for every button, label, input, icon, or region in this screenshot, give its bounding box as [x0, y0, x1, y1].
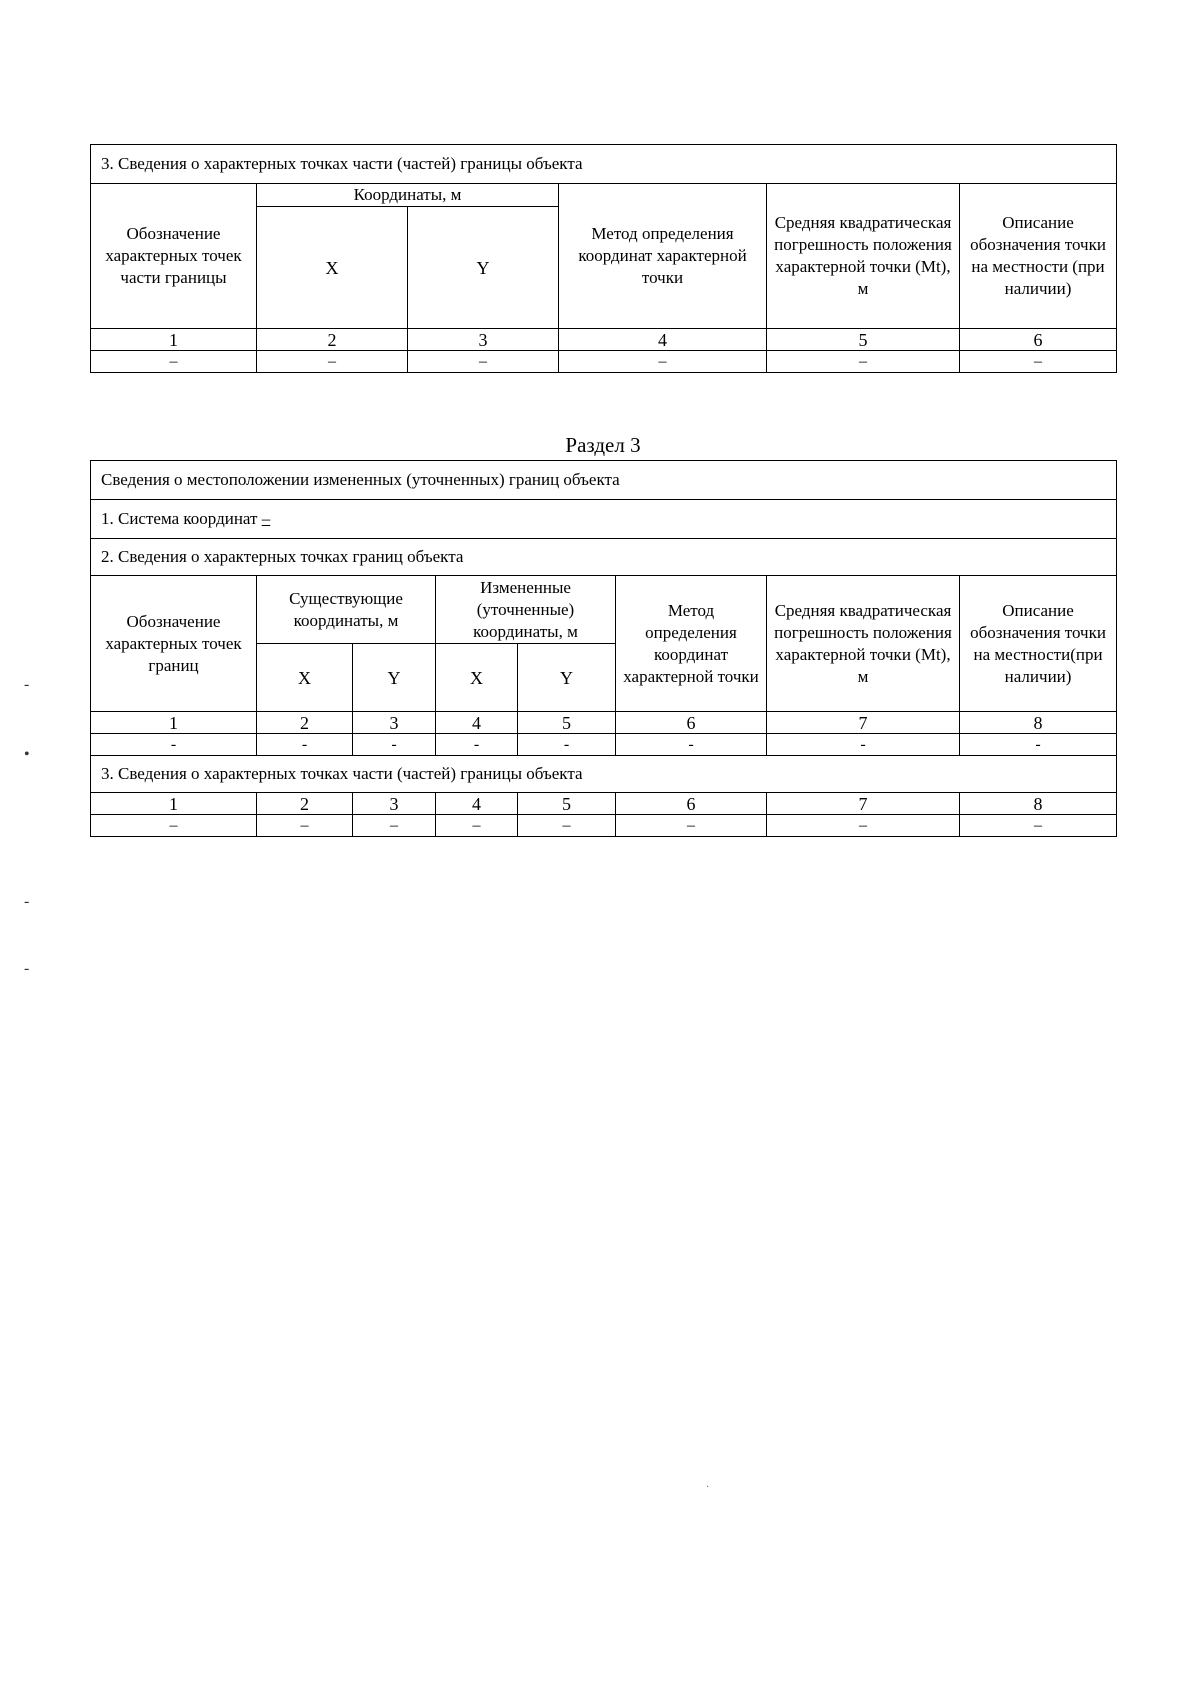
table-cell: -	[91, 734, 257, 756]
parts-caption: 3. Сведения о характерных точках части (частей) границы объекта	[91, 756, 1117, 793]
column-number: 2	[257, 329, 408, 351]
header-description: Описание обозначения точки на местности (при наличии)	[960, 184, 1117, 329]
column-number: 2	[257, 712, 353, 734]
table-cell: –	[559, 351, 767, 373]
column-number: 4	[559, 329, 767, 351]
column-number: 5	[518, 793, 616, 815]
coordinate-system-value: –	[261, 509, 271, 528]
table-cell: –	[353, 815, 436, 837]
column-number: 5	[518, 712, 616, 734]
stray-mark: ·	[706, 1482, 710, 1493]
table-cell: –	[960, 815, 1117, 837]
margin-mark: -	[24, 893, 30, 910]
column-number: 4	[436, 793, 518, 815]
table-cell: –	[960, 351, 1117, 373]
column-number: 3	[408, 329, 559, 351]
table-cell: -	[436, 734, 518, 756]
column-number: 3	[353, 793, 436, 815]
header-error: Средняя квадратическая погрешность положения характерной точки (Mt), м	[767, 184, 960, 329]
table-cell: -	[257, 734, 353, 756]
header-existing-coordinates: Существующие координаты, м	[257, 576, 436, 644]
table-cell: –	[257, 351, 408, 373]
column-number: 1	[91, 793, 257, 815]
column-number: 6	[960, 329, 1117, 351]
header-coordinates: Координаты, м	[257, 184, 559, 207]
header-y-changed: Y	[518, 644, 616, 712]
table-cell: –	[616, 815, 767, 837]
changed-boundaries-table	[90, 460, 1117, 837]
table-cell: –	[767, 351, 960, 373]
column-number: 7	[767, 793, 960, 815]
column-number: 1	[91, 329, 257, 351]
table-cell: -	[767, 734, 960, 756]
table-cell: –	[518, 815, 616, 837]
margin-mark: -	[24, 676, 30, 693]
header-y: Y	[408, 207, 559, 329]
table-cell: -	[353, 734, 436, 756]
table-cell: –	[257, 815, 353, 837]
table-cell: -	[960, 734, 1117, 756]
column-number: 2	[257, 793, 353, 815]
column-number: 7	[767, 712, 960, 734]
column-number: 5	[767, 329, 960, 351]
header-changed-coordinates: Измененные (уточненные) координаты, м	[436, 576, 616, 644]
header-description: Описание обозначения точки на местности(при наличии)	[960, 576, 1117, 712]
header-x-existing: X	[257, 644, 353, 712]
table-caption: 3. Сведения о характерных точках части (частей) границы объекта	[91, 145, 1117, 184]
part-boundary-points-table	[90, 144, 1117, 373]
table-cell: –	[408, 351, 559, 373]
column-number: 1	[91, 712, 257, 734]
header-x-changed: X	[436, 644, 518, 712]
table-cell: –	[91, 815, 257, 837]
coordinate-system-row	[91, 500, 1117, 539]
points-caption: 2. Сведения о характерных точках границ объекта	[91, 539, 1117, 576]
column-number: 6	[616, 793, 767, 815]
section-caption: Сведения о местоположении измененных (уточненных) границ объекта	[91, 461, 1117, 500]
column-number: 4	[436, 712, 518, 734]
header-y-existing: Y	[353, 644, 436, 712]
section-title: Раздел 3	[565, 433, 641, 457]
coordinate-system-label: 1. Система координат	[101, 509, 258, 528]
header-method: Метод определения координат характерной точки	[559, 184, 767, 329]
column-number: 8	[960, 793, 1117, 815]
column-number: 6	[616, 712, 767, 734]
margin-mark: •	[24, 746, 30, 763]
margin-mark: -	[24, 960, 30, 977]
table-cell: –	[767, 815, 960, 837]
header-method: Метод определения координат характерной точки	[616, 576, 767, 712]
table-cell: -	[616, 734, 767, 756]
table-cell: –	[436, 815, 518, 837]
column-number: 3	[353, 712, 436, 734]
header-designation: Обозначение характерных точек части границы	[91, 184, 257, 329]
header-designation: Обозначение характерных точек границ	[91, 576, 257, 712]
table-cell: -	[518, 734, 616, 756]
table-cell: –	[91, 351, 257, 373]
header-x: X	[257, 207, 408, 329]
column-number: 8	[960, 712, 1117, 734]
header-error: Средняя квадратическая погрешность положения характерной точки (Mt), м	[767, 576, 960, 712]
